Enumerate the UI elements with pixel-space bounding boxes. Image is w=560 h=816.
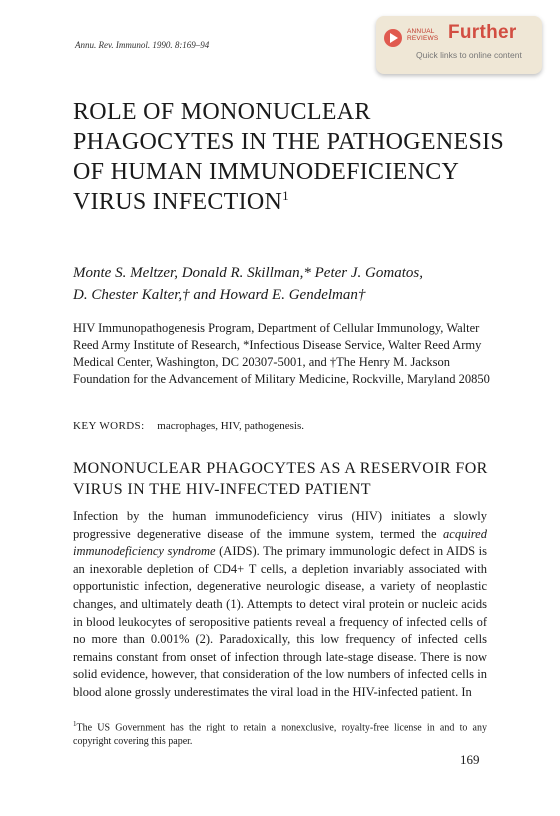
section-heading: MONONUCLEAR PHAGOCYTES AS A RESERVOIR FOR VIRUS IN THE HIV-INFECTED PATIENT: [73, 460, 488, 498]
footnote: [73, 717, 487, 749]
body-text-part1: Infection by the human immunodeficiency virus (HIV) initiates a slowly progressive degenerative disease of the immune system, termed the: [73, 509, 487, 541]
badge-publisher: [407, 28, 438, 42]
author-affiliation: HIV Immunopathogenesis Program, Department of Cellular Immunology, Walter Reed Army Institute of Research, *Infectious Disease Service, Walter Reed Army Medical Center, Washington, DC 20307-5001, and †The Henry M. Jackson Foundation for the Advancement of Military Medicine, Rockville, Maryland 20850: [73, 321, 490, 386]
article-title-text: ROLE OF MONONUCLEAR PHAGOCYTES IN THE PATHOGENESIS OF HUMAN IMMUNODEFICIENCY VIRUS INFECTION: [73, 99, 505, 215]
page-number: 169: [460, 752, 480, 767]
badge-reviews-text: REVIEWS: [407, 35, 439, 42]
author-list: [73, 262, 513, 306]
keywords-label: KEY WORDS:: [73, 420, 145, 432]
author-line: Monte S. Meltzer, Donald R. Skillman,* Peter J. Gomatos,: [73, 265, 423, 281]
badge-further-text: Further: [448, 22, 517, 43]
keywords-value: macrophages, HIV, pathogenesis.: [157, 420, 305, 432]
annual-reviews-logo-icon: [384, 29, 402, 47]
footnote-text: The US Government has the right to retain a nonexclusive, royalty-free license in and to any copyright covering this paper.: [73, 722, 487, 748]
body-text-italic: acquired immunodeficiency syndrome: [73, 526, 487, 559]
article-title: [73, 97, 513, 217]
author-line: D. Chester Kalter,† and Howard E. Gendelman†: [73, 287, 366, 303]
badge-quick-links-text: Quick links to online content: [416, 50, 522, 60]
journal-reference: Annu. Rev. Immunol. 1990. 8:169–94: [75, 40, 210, 50]
title-footnote-mark: 1: [282, 188, 289, 203]
footnote-mark: 1: [73, 720, 77, 728]
keywords: [73, 420, 493, 432]
body-text-part2: (AIDS). The primary immunologic defect in AIDS is an inexorable depletion of CD4+ T cells, a depletion invariably associated with opportunistic infection, degenerative neurologic disease, a variety of neoplastic changes, and ultimately death (1). Attempts to detect viral protein or nucleic acids in blood leukocytes of seropositive patients reveal a frequency of infected cells of no more than 0.001% (2). Paradoxically, this low frequency of infected cells remains constant from onset of infection through late-stage disease. There is now solid evidence, however, that consideration of the low numbers of infected cells in blood alone grossly underestimates the viral load in the HIV-infected patient. In: [73, 544, 487, 699]
annual-reviews-further-badge[interactable]: [376, 16, 542, 74]
badge-annual-text: ANNUAL: [407, 28, 435, 35]
body-paragraph: [73, 508, 487, 702]
